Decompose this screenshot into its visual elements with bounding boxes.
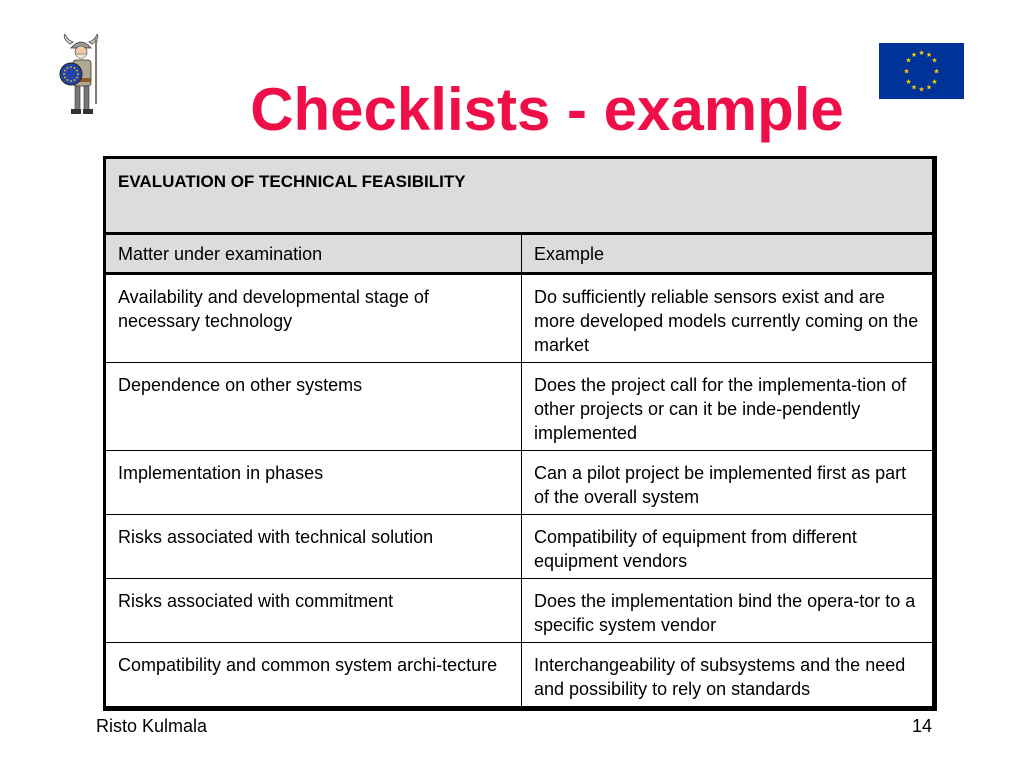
table-column-header-row [105,234,935,274]
svg-text:★: ★ [931,56,938,65]
cell-matter: Dependence on other systems [105,363,522,451]
slide-title: Checklists - example [250,76,844,143]
cell-example: Does the implementation bind the opera-tor to a specific system vendor [522,579,935,643]
table-row [105,643,935,709]
table-heading-row [105,158,935,234]
footer-page-number: 14 [911,716,932,736]
feasibility-table [103,156,937,711]
cell-matter: Compatibility and common system archi-tecture [105,643,522,709]
cell-example: Do sufficiently reliable sensors exist and are more developed models currently coming on the market [522,274,935,363]
cell-example: Can a pilot project be implemented first as part of the overall system [522,451,935,515]
column-header-matter: Matter under examination [105,234,522,274]
footer-author: Risto Kulmala [96,716,208,736]
table-row [105,515,935,579]
cell-example: Does the project call for the implementa-tion of other projects or can it be inde-pendently implemented [522,363,935,451]
table-row [105,451,935,515]
svg-text:★: ★ [918,49,925,57]
cell-example: Compatibility of equipment from different equipment vendors [522,515,935,579]
svg-text:★: ★ [933,67,940,76]
svg-text:★: ★ [918,85,925,94]
table-row [105,274,935,363]
svg-text:★: ★ [910,51,918,59]
svg-text:★: ★ [910,83,918,92]
column-header-example: Example [522,234,935,274]
svg-text:★: ★ [905,78,912,86]
table-row [105,363,935,451]
table-heading: EVALUATION OF TECHNICAL FEASIBILITY [105,158,935,234]
svg-text:★: ★ [903,67,910,76]
svg-text:★: ★ [925,51,933,59]
cell-matter: Implementation in phases [105,451,522,515]
svg-text:★: ★ [931,78,938,86]
cell-matter: Risks associated with commitment [105,579,522,643]
table-row [105,579,935,643]
svg-text:★: ★ [925,83,933,92]
svg-text:★: ★ [905,56,912,65]
cell-matter: Availability and developmental stage of necessary technology [105,274,522,363]
cell-example: Interchangeability of subsystems and the need and possibility to rely on standards [522,643,935,709]
cell-matter: Risks associated with technical solution [105,515,522,579]
